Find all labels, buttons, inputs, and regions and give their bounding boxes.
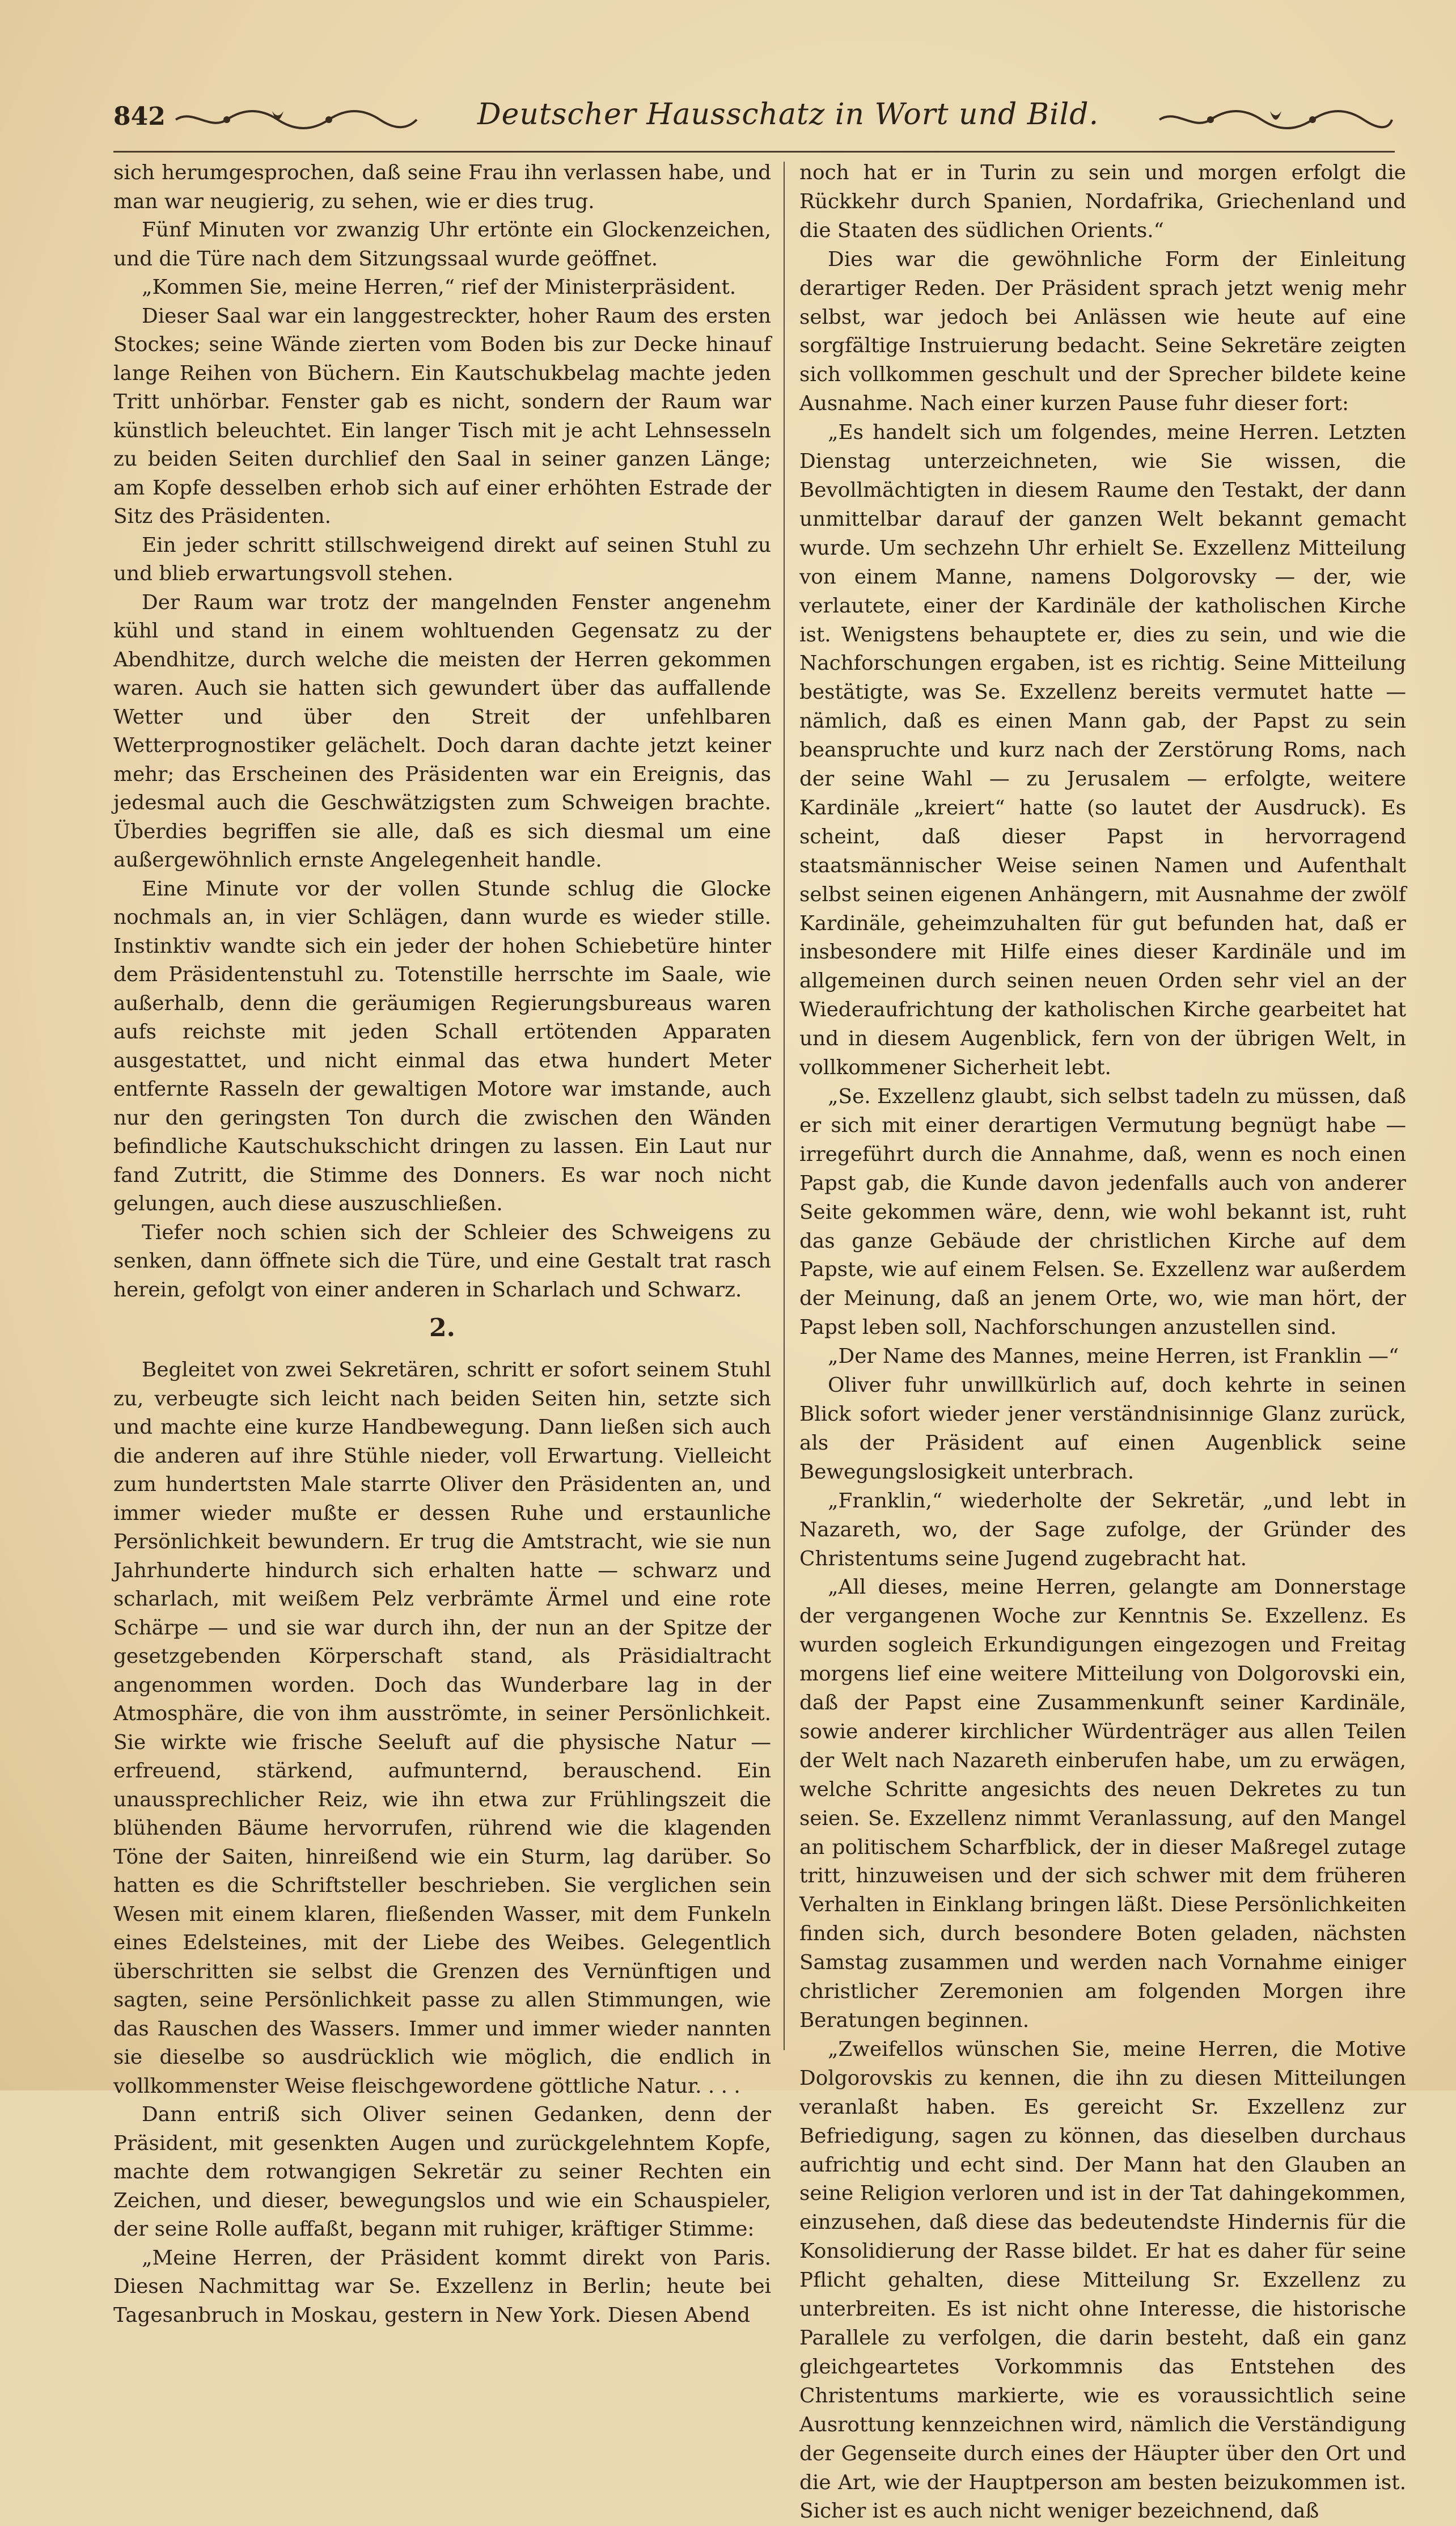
- left-column: [113, 159, 771, 2330]
- paragraph: Begleitet von zwei Sekretären, schritt er sofort seinem Stuhl zu, verbeugte sich leicht nach beiden Seiten hin, setzte sich und machte eine kurze Handbewegung. Dann ließen sich auch die anderen auf ihre Stühle nieder, voll Erwartung. Vielleicht zum hundertsten Male starrte Oliver den Präsidenten an, und immer wieder mußte er dessen Ruhe und erstaunliche Persönlichkeit bewundern. Er trug die Amtstracht, wie sie nun Jahrhunderte hindurch sich erhalten hatte — schwarz und scharlach, mit weißem Pelz verbrämte Ärmel und eine rote Schärpe — und sie war durch ihn, der nun an der Spitze der gesetzgebenden Körperschaft stand, als Präsidialtracht angenommen worden. Doch das Wunderbare lag in der Atmosphäre, die von ihm ausströmte, in seiner Persönlichkeit. Sie wirkte wie frische Seeluft auf die physische Natur — erfreuend, stärkend, aufmunternd, berauschend. Ein unaussprechlicher Reiz, wie ihn etwa zur Frühlingszeit die blühenden Bäume hervorrufen, rührend wie die klagenden Töne der Saiten, hinreißend wie ein Sturm, lag darüber. So hatten es die Schriftsteller beschrieben. Sie verglichen sein Wesen mit einem klaren, fließenden Wasser, mit dem Funkeln eines Edelsteines, mit der Liebe des Weibes. Gelegentlich überschritten sie selbst die Grenzen des Vernünftigen und sagten, seine Persönlichkeit passe zu allen Stimmungen, wie das Rauschen des Wassers. Immer und immer wieder nannten sie dieselbe so ausdrücklich wie möglich, die endlich in vollkommenster Weise fleischgewordene göttliche Natur. . . .: [113, 1358, 771, 2098]
- page-header: [113, 91, 1395, 153]
- paragraph: Der Raum war trotz der mangelnden Fenster angenehm kühl und stand in einem wohltuenden Gegensatz zu der Abendhitze, durch welche die meisten der Herren gekommen waren. Auch sie hatten sich gewundert über das auffallende Wetter und über den Streit der unfehlbaren Wetterprognostiker gelächelt. Doch daran dachte jetzt keiner mehr; das Erscheinen des Präsidenten war ein Ereignis, das jedesmal auch die Geschwätzigsten zum Schweigen brachte. Überdies begriffen sie alle, daß es sich diesmal um eine außergewöhnlich ernste Angelegenheit handle.: [113, 590, 771, 872]
- paragraph: „Se. Exzellenz glaubt, sich selbst tadeln zu müssen, daß er sich mit einer derartigen Vermutung begnügt habe — irregeführt durch die Annahme, daß, wenn es noch einen Papst gab, die Kunde davon jedenfalls auch von anderer Seite gekommen wäre, denn, wie wohl bekannt ist, ruht das ganze Gebäude der christlichen Kirche auf dem Papste, wie auf einem Felsen. Se. Exzellenz war außerdem der Meinung, daß an jenem Orte, wo, wie man hört, der Papst leben soll, Nachforschungen anzustellen sind.: [799, 1085, 1406, 1340]
- paragraph: noch hat er in Turin zu sein und morgen erfolgt die Rückkehr durch Spanien, Nordafrika, Griechenland und die Staaten des südlichen Orients.“: [799, 161, 1406, 242]
- paragraph: Oliver fuhr unwillkürlich auf, doch kehrte in seinen Blick sofort wieder jener verständnisinnige Glanz zurück, als der Präsident auf einen Augenblick seine Bewegungslosigkeit unterbrach.: [799, 1374, 1406, 1484]
- paragraph: „Franklin,“ wiederholte der Sekretär, „und lebt in Nazareth, wo, der Sage zufolge, der Gründer des Christentums seine Jugend zugebracht hat.: [799, 1489, 1406, 1570]
- paragraph: Tiefer noch schien sich der Schleier des Schweigens zu senken, dann öffnete sich die Türe, und eine Gestalt trat rasch herein, gefolgt von einer anderen in Scharlach und Schwarz.: [113, 1220, 771, 1302]
- paragraph: sich herumgesprochen, daß seine Frau ihn verlassen habe, und man war neugierig, zu sehen, wie er dies trug.: [113, 161, 771, 213]
- running-title: Deutscher Hausschatz in Wort und Bild.: [477, 98, 1099, 132]
- paragraph: „Kommen Sie, meine Herren,“ rief der Ministerpräsident.: [142, 276, 737, 299]
- ornament-right-icon: [1157, 105, 1395, 134]
- paragraph: „Es handelt sich um folgendes, meine Herren. Letzten Dienstag unterzeichneten, wie Sie wissen, die Bevollmächtigten in diesem Raume den Testakt, der dann unmittelbar darauf der ganzen Welt bekannt gemacht wurde. Um sechzehn Uhr erhielt Se. Exzellenz Mitteilung von einem Manne, namens Dolgorovsky — der, wie verlautete, einer der Kardinäle der katholischen Kirche ist. Wenigstens behauptete er, dies zu sein, und wie die Nachforschungen ergaben, ist es richtig. Seine Mitteilung bestätigte, was Se. Exzellenz bereits vermutet hatte — nämlich, daß es einen Mann gab, der Papst zu sein beanspruchte und kurz nach der Zerstörung Roms, nach der seine Wahl — zu Jerusalem — erfolgte, weitere Kardinäle „kreiert“ hatte (so lautet der Ausdruck). Es scheint, daß dieser Papst in hervorragend staatsmännischer Weise seinen Namen und Aufenthalt selbst seinen eigenen Anhängern, mit Ausnahme der zwölf Kardinäle, geheimzuhalten für gut befunden hat, daß er insbesondere mit Hilfe eines dieser Kardinäle und im allgemeinen durch seinen neuen Orden sehr viel an der Wiederaufrichtung der katholischen Kirche gearbeitet hat und in diesem Augenblick, fern von der übrigen Welt, in vollkommener Sicherheit lebt.: [799, 421, 1406, 1080]
- paragraph: „Der Name des Mannes, meine Herren, ist Franklin —“: [828, 1345, 1399, 1368]
- paragraph: „Zweifellos wünschen Sie, meine Herren, die Motive Dolgorovskis zu kennen, die ihn zu diesen Mitteilungen veranlaßt haben. Es gereicht Sr. Exzellenz zur Befriedigung, sagen zu können, das dieselben durchaus aufrichtig und echt sind. Der Mann hat den Glauben an seine Religion verloren und ist in der Tat dahingekommen, einzusehen, daß diese das bedeutendste Hindernis für die Konsolidierung der Rasse bildet. Er hat es daher für seine Pflicht gehalten, diese Mitteilung Sr. Exzellenz zu unterbreiten. Es ist nicht ohne Interesse, die historische Parallele zu verfolgen, die darin besteht, daß ein ganz gleichgeartetes Vorkommnis das Entstehen des Christentums markierte, wie es voraussichtlich seine Ausrottung kennzeichnen wird, nämlich die Verständigung der Gegenseite durch eines der Häupter über den Ort und die Art, wie der Hauptperson am besten beizukommen ist. Sicher ist es auch nicht weniger bezeichnend, daß: [799, 2037, 1406, 2523]
- section-number: 2.: [429, 1313, 455, 1342]
- right-column: [799, 159, 1406, 2526]
- paragraph: Ein jeder schritt stillschweigend direkt auf seinen Stuhl zu und blieb erwartungsvoll stehen.: [113, 533, 771, 585]
- page-number: 842: [113, 102, 166, 131]
- paragraph: Dieser Saal war ein langgestreckter, hoher Raum des ersten Stockes; seine Wände zierten vom Boden bis zur Decke hinauf lange Reihen von Büchern. Ein Kautschukbelag machte jeden Tritt unhörbar. Fenster gab es nicht, sondern der Raum war künstlich beleuchtet. Ein langer Tisch mit je acht Lehnsesseln zu beiden Seiten durchlief den Saal in seiner ganzen Länge; am Kopfe desselben erhob sich auf einer erhöhten Estrade der Sitz des Präsidenten.: [113, 304, 771, 528]
- paragraph: „Meine Herren, der Präsident kommt direkt von Paris. Diesen Nachmittag war Se. Exzellenz in Berlin; heute bei Tagesanbruch in Moskau, gestern in New York. Diesen Abend: [113, 2246, 771, 2327]
- column-divider: [784, 162, 785, 2050]
- paragraph: Fünf Minuten vor zwanzig Uhr ertönte ein Glockenzeichen, und die Türe nach dem Sitzungssaal wurde geöffnet.: [113, 218, 771, 271]
- paragraph: „All dieses, meine Herren, gelangte am Donnerstage der vergangenen Woche zur Kenntnis Se. Exzellenz. Es wurden sogleich Erkundigungen eingezogen und Freitag morgens lief eine weitere Mitteilung von Dolgorovski ein, daß der Papst eine Zusammenkunft seiner Kardinäle, sowie anderer kirchlicher Würdenträger aus allen Teilen der Welt nach Nazareth einberufen habe, um zu erwägen, welche Schritte angesichts des neuen Dekretes zu tun seien. Se. Exzellenz nimmt Veranlassung, auf den Mangel an politischem Scharfblick, der in dieser Maßregel zutage tritt, hinzuweisen und der sich schwer mit dem früheren Verhalten in Einklang bringen läßt. Diese Persönlichkeiten finden sich, durch besondere Boten geladen, nächsten Samstag zusammen und werden nach Vornahme einiger christlicher Zeremonien am folgenden Morgen ihre Beratungen beginnen.: [799, 1575, 1406, 2032]
- ornament-left-icon: [170, 105, 420, 134]
- paragraph: Dies war die gewöhnliche Form der Einleitung derartiger Reden. Der Präsident sprach jetzt wenig mehr selbst, war jedoch bei Anlässen wie heute auf eine sorgfältige Instruierung bedacht. Seine Sekretäre zeigten sich vollkommen geschult und der Sprecher bildete keine Ausnahme. Nach einer kurzen Pause fuhr dieser fort:: [799, 247, 1406, 416]
- paragraph: Dann entriß sich Oliver seinen Gedanken, denn der Präsident, mit gesenkten Augen und zurückgelehntem Kopfe, machte dem rotwangigen Sekretär zu seiner Rechten ein Zeichen, und dieser, bewegungslos und wie ein Schauspieler, der seine Rolle auffaßt, begann mit ruhiger, kräftiger Stimme:: [113, 2103, 771, 2241]
- paragraph: Eine Minute vor der vollen Stunde schlug die Glocke nochmals an, in vier Schlägen, dann wurde es wieder stille. Instinktiv wandte sich ein jeder der hohen Schiebetüre hinter dem Präsidentenstuhl zu. Totenstille herrschte im Saale, wie außerhalb, denn die geräumigen Regierungsbureaus waren aufs reichste mit jeden Schall ertötenden Apparaten ausgestattet, und nicht einmal das etwa hundert Meter entfernte Rasseln der gewaltigen Motore war imstande, auch nur den geringsten Ton durch die zwischen den Wänden befindliche Kautschukschicht dringen zu lassen. Ein Laut nur fand Zutritt, die Stimme des Donners. Es war noch nicht gelungen, auch diese auszuschließen.: [113, 877, 771, 1215]
- header-rule: [113, 151, 1395, 153]
